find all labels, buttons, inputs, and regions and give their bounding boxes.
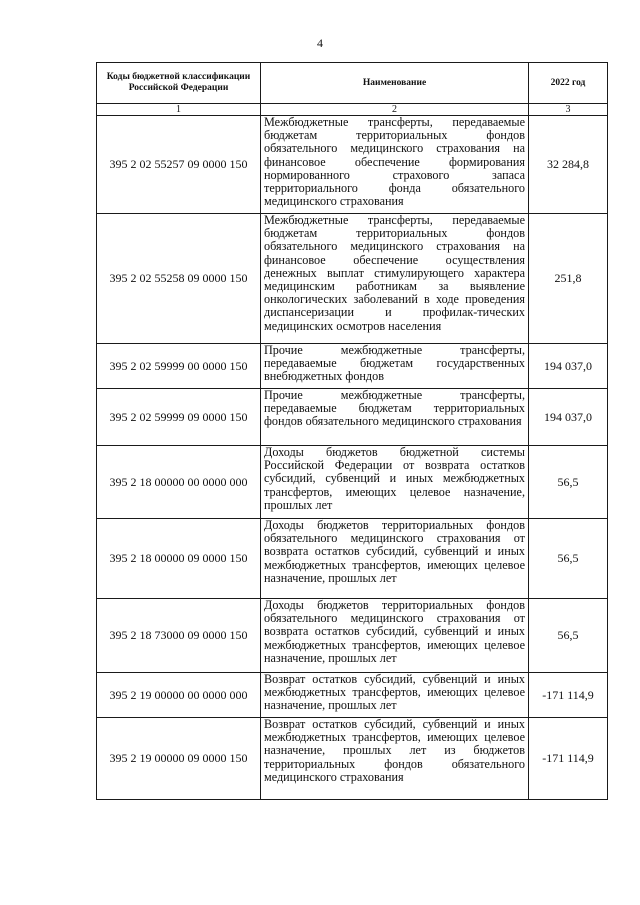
table-row bbox=[97, 446, 608, 519]
table-row bbox=[97, 519, 608, 599]
row-name: Доходы бюджетов территориальных фондов обязательного медицинского страхования от возврата остатков субсидий, субвенций и иных межбюджетных трансфертов, имеющих целевое назначение, прошлых лет bbox=[261, 599, 529, 673]
row-name: Прочие межбюджетные трансферты, передаваемые бюджетам территориальных фондов обязательного медицинского страхования bbox=[261, 389, 529, 446]
row-value: 56,5 bbox=[529, 599, 608, 673]
column-number: 2 bbox=[261, 104, 529, 116]
row-value: 32 284,8 bbox=[529, 116, 608, 214]
table-row bbox=[97, 389, 608, 446]
row-code: 395 2 18 73000 09 0000 150 bbox=[97, 599, 261, 673]
row-code: 395 2 02 55257 09 0000 150 bbox=[97, 116, 261, 214]
row-name: Доходы бюджетов бюджетной системы Российской Федерации от возврата остатков субсидий, субвенций и иных межбюджетных трансфертов, имеющих целевое назначение, прошлых лет bbox=[261, 446, 529, 519]
column-number: 3 bbox=[529, 104, 608, 116]
table-row bbox=[97, 599, 608, 673]
row-code: 395 2 02 59999 09 0000 150 bbox=[97, 389, 261, 446]
row-value: 194 037,0 bbox=[529, 389, 608, 446]
row-value: -171 114,9 bbox=[529, 718, 608, 800]
row-code: 395 2 02 59999 00 0000 150 bbox=[97, 344, 261, 389]
row-name: Прочие межбюджетные трансферты, передаваемые бюджетам государственных внебюджетных фондов bbox=[261, 344, 529, 389]
row-code: 395 2 18 00000 09 0000 150 bbox=[97, 519, 261, 599]
column-number: 1 bbox=[97, 104, 261, 116]
table-row bbox=[97, 116, 608, 214]
table-row bbox=[97, 344, 608, 389]
budget-table bbox=[96, 62, 608, 800]
table-row bbox=[97, 673, 608, 718]
row-name: Межбюджетные трансферты, передаваемые бюджетам территориальных фондов обязательного медицинского страхования на финансовое обеспечение формирования нормированного страхового запаса территориального фонда обязательного медицинского страхования bbox=[261, 116, 529, 214]
page-number: 4 bbox=[317, 36, 323, 50]
column-number-row bbox=[97, 104, 608, 116]
table-header-row bbox=[97, 63, 608, 104]
header-name: Наименование bbox=[261, 63, 529, 104]
header-year: 2022 год bbox=[529, 63, 608, 104]
row-name: Межбюджетные трансферты, передаваемые бюджетам территориальных фондов обязательного медицинского страхования на финансовое обеспечение осуществления денежных выплат стимулирующего характера медицинским работникам за выявление онкологических заболеваний в ходе проведения диспансеризации и профилак-тических медицинских осмотров населения bbox=[261, 214, 529, 344]
row-value: -171 114,9 bbox=[529, 673, 608, 718]
row-value: 251,8 bbox=[529, 214, 608, 344]
table-row bbox=[97, 214, 608, 344]
row-code: 395 2 18 00000 00 0000 000 bbox=[97, 446, 261, 519]
row-value: 56,5 bbox=[529, 519, 608, 599]
table-row bbox=[97, 718, 608, 800]
row-value: 194 037,0 bbox=[529, 344, 608, 389]
row-code: 395 2 19 00000 09 0000 150 bbox=[97, 718, 261, 800]
row-code: 395 2 19 00000 00 0000 000 bbox=[97, 673, 261, 718]
row-name: Возврат остатков субсидий, субвенций и иных межбюджетных трансфертов, имеющих целевое назначение, прошлых лет bbox=[261, 673, 529, 718]
header-code: Коды бюджетной классификации Российской Федерации bbox=[97, 63, 261, 104]
row-name: Доходы бюджетов территориальных фондов обязательного медицинского страхования от возврата остатков субсидий, субвенций и иных межбюджетных трансфертов, имеющих целевое назначение, прошлых лет bbox=[261, 519, 529, 599]
row-value: 56,5 bbox=[529, 446, 608, 519]
row-code: 395 2 02 55258 09 0000 150 bbox=[97, 214, 261, 344]
row-name: Возврат остатков субсидий, субвенций и иных межбюджетных трансфертов, имеющих целевое назначение, прошлых лет из бюджетов территориальных фондов обязательного медицинского страхования bbox=[261, 718, 529, 800]
